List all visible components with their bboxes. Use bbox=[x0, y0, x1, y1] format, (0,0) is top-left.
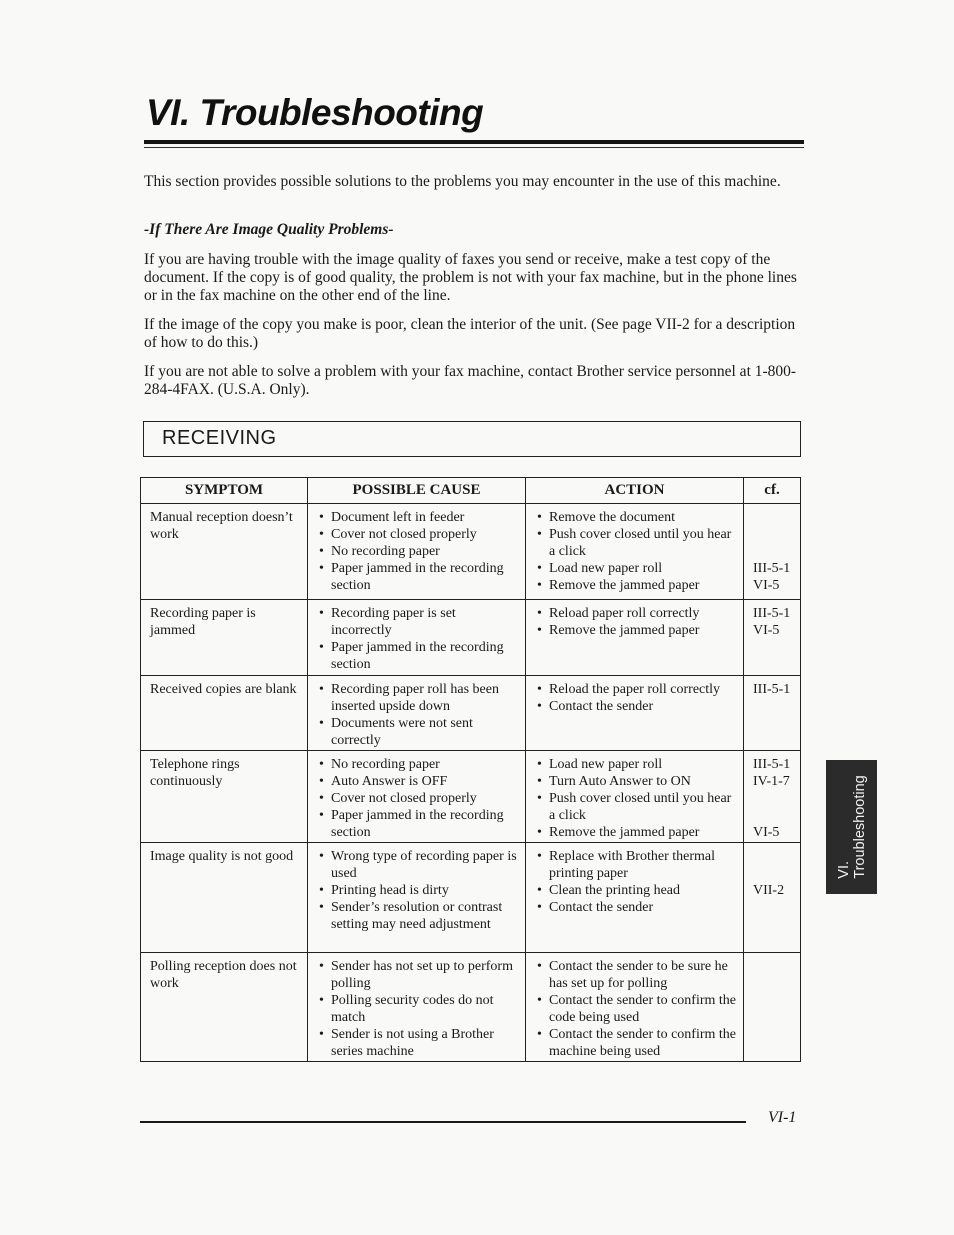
table-header-row bbox=[141, 478, 801, 504]
side-tab-label bbox=[836, 775, 868, 878]
cause-item: • Document left in feeder bbox=[317, 509, 519, 526]
action-item: • Push cover closed until you hear a click bbox=[535, 790, 737, 824]
cf-ref: III-5-1 bbox=[753, 561, 791, 576]
cause-cell bbox=[308, 676, 526, 751]
cause-item: • Recording paper is set incorrectly bbox=[317, 605, 519, 639]
title-rule-thick bbox=[144, 140, 804, 144]
cf-ref bbox=[753, 865, 794, 882]
image-quality-paragraph: If you are having trouble with the image quality of faxes you send or receive, make a test copy of the document. If the copy is of good quality, the problem is not with your fax machine, but in the phone lines or in the fax machine on the other end of the line. bbox=[144, 251, 797, 304]
symptom-cell: Image quality is not good bbox=[141, 843, 308, 953]
cf-ref: IV-1-7 bbox=[753, 774, 790, 789]
action-item: • Clean the printing head bbox=[535, 882, 737, 899]
cause-item: • Paper jammed in the recording section bbox=[317, 807, 519, 841]
header-possible-cause: POSSIBLE CAUSE bbox=[308, 478, 526, 504]
cause-item: • Wrong type of recording paper is used bbox=[317, 848, 519, 882]
title-rule-thin bbox=[144, 147, 804, 148]
cf-ref: VII-2 bbox=[753, 883, 785, 898]
section-header-box bbox=[143, 421, 801, 457]
action-cell bbox=[526, 504, 744, 600]
action-item: • Load new paper roll bbox=[535, 560, 737, 577]
action-item: • Load new paper roll bbox=[535, 756, 737, 773]
cf-ref: III-5-1 bbox=[753, 757, 791, 772]
cause-item: • Recording paper roll has been inserted upside down bbox=[317, 681, 519, 715]
cf-ref bbox=[753, 526, 794, 543]
cf-cell bbox=[744, 843, 801, 953]
action-item: • Replace with Brother thermal printing paper bbox=[535, 848, 737, 882]
cause-item: • Sender has not set up to perform polling bbox=[317, 958, 519, 992]
cause-cell bbox=[308, 843, 526, 953]
cf-ref: VI-5 bbox=[753, 825, 780, 840]
service-contact-paragraph: If you are not able to solve a problem with your fax machine, contact Brother service personnel at 1-800-284-4FAX. (U.S.A. Only). bbox=[144, 363, 797, 398]
cf-ref: III-5-1 bbox=[753, 606, 791, 621]
cause-cell bbox=[308, 751, 526, 843]
action-item: • Push cover closed until you hear a click bbox=[535, 526, 737, 560]
cf-ref bbox=[753, 807, 794, 824]
action-item: • Reload paper roll correctly bbox=[535, 605, 737, 622]
cause-item: • Printing head is dirty bbox=[317, 882, 519, 899]
symptom-cell: Manual reception doesn’t work bbox=[141, 504, 308, 600]
action-item: • Contact the sender to confirm the machine being used bbox=[535, 1026, 737, 1060]
action-cell bbox=[526, 676, 744, 751]
cf-cell bbox=[744, 751, 801, 843]
action-cell bbox=[526, 953, 744, 1062]
cause-item: • Sender’s resolution or contrast setting may need adjustment bbox=[317, 899, 519, 933]
action-item: • Remove the jammed paper bbox=[535, 824, 737, 841]
cf-ref: III-5-1 bbox=[753, 682, 791, 697]
clean-interior-paragraph: If the image of the copy you make is poor, clean the interior of the unit. (See page VII-2 for a description of how to do this.) bbox=[144, 316, 796, 351]
cf-cell bbox=[744, 953, 801, 1062]
table-row bbox=[141, 953, 801, 1062]
table-row bbox=[141, 751, 801, 843]
cause-item: • Cover not closed properly bbox=[317, 526, 519, 543]
cause-item: • Paper jammed in the recording section bbox=[317, 639, 519, 673]
header-cf: cf. bbox=[744, 478, 801, 504]
action-item: • Remove the jammed paper bbox=[535, 577, 737, 594]
chapter-side-tab bbox=[826, 760, 877, 894]
footer-rule bbox=[140, 1121, 746, 1123]
table-row bbox=[141, 843, 801, 953]
subheading-image-quality: -If There Are Image Quality Problems- bbox=[144, 221, 394, 238]
action-item: • Reload the paper roll correctly bbox=[535, 681, 737, 698]
action-cell bbox=[526, 751, 744, 843]
action-item: • Contact the sender to confirm the code being used bbox=[535, 992, 737, 1026]
side-tab-chapter-title: Troubleshooting bbox=[851, 775, 868, 879]
action-item: • Remove the document bbox=[535, 509, 737, 526]
symptom-cell: Polling reception does not work bbox=[141, 953, 308, 1062]
cause-item: • Documents were not sent correctly bbox=[317, 715, 519, 749]
cf-ref bbox=[753, 790, 794, 807]
header-action: ACTION bbox=[526, 478, 744, 504]
troubleshooting-table bbox=[140, 477, 801, 1062]
cause-item: • No recording paper bbox=[317, 543, 519, 560]
cf-ref bbox=[753, 543, 794, 560]
cf-ref bbox=[753, 848, 794, 865]
symptom-cell: Telephone rings continuously bbox=[141, 751, 308, 843]
cause-item: • Sender is not using a Brother series machine bbox=[317, 1026, 519, 1060]
section-title: RECEIVING bbox=[162, 427, 277, 449]
cause-cell bbox=[308, 504, 526, 600]
page-number: VI-1 bbox=[768, 1109, 797, 1126]
page-title: VI. Troubleshooting bbox=[146, 92, 484, 133]
action-cell bbox=[526, 843, 744, 953]
cause-item: • No recording paper bbox=[317, 756, 519, 773]
cause-cell bbox=[308, 600, 526, 676]
symptom-cell: Received copies are blank bbox=[141, 676, 308, 751]
cf-cell bbox=[744, 676, 801, 751]
action-item: • Turn Auto Answer to ON bbox=[535, 773, 737, 790]
cf-cell bbox=[744, 600, 801, 676]
action-item: • Remove the jammed paper bbox=[535, 622, 737, 639]
table-row bbox=[141, 504, 801, 600]
cause-item: • Auto Answer is OFF bbox=[317, 773, 519, 790]
cause-item: • Paper jammed in the recording section bbox=[317, 560, 519, 594]
cf-ref: VI-5 bbox=[753, 623, 780, 638]
action-item: • Contact the sender to be sure he has set up for polling bbox=[535, 958, 737, 992]
table-row bbox=[141, 600, 801, 676]
intro-paragraph: This section provides possible solutions to the problems you may encounter in the use of this machine. bbox=[144, 173, 781, 190]
table-row bbox=[141, 676, 801, 751]
symptom-cell: Recording paper is jammed bbox=[141, 600, 308, 676]
cf-cell bbox=[744, 504, 801, 600]
cause-cell bbox=[308, 953, 526, 1062]
cause-item: • Polling security codes do not match bbox=[317, 992, 519, 1026]
action-cell bbox=[526, 600, 744, 676]
side-tab-chapter-number: VI. bbox=[835, 860, 852, 879]
cf-ref bbox=[753, 509, 794, 526]
header-symptom: SYMPTOM bbox=[141, 478, 308, 504]
cf-ref: VI-5 bbox=[753, 578, 780, 593]
action-item: • Contact the sender bbox=[535, 698, 737, 715]
action-item: • Contact the sender bbox=[535, 899, 737, 916]
cause-item: • Cover not closed properly bbox=[317, 790, 519, 807]
